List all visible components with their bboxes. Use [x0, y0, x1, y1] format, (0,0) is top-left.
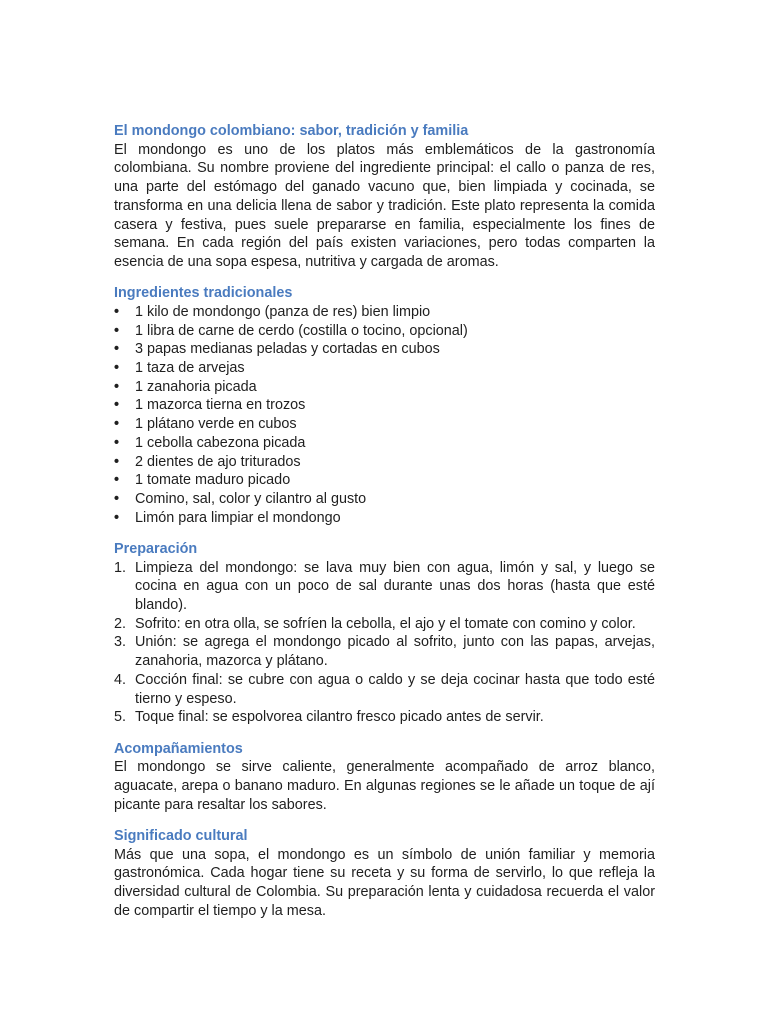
- ingredient-item: • 1 cebolla cabezona picada: [114, 434, 306, 451]
- document-page: [114, 122, 655, 921]
- bullet-icon: •: [114, 509, 120, 526]
- step-number: 3.: [114, 634, 127, 651]
- bullet-icon: •: [114, 341, 120, 358]
- bullet-icon: •: [114, 322, 120, 339]
- bullet-icon: •: [114, 378, 120, 395]
- ingredient-item: • 1 tomate maduro picado: [114, 472, 291, 489]
- ingredients-heading: Ingredientes tradicionales: [114, 285, 293, 302]
- ingredient-item: • 1 plátano verde en cubos: [114, 416, 297, 433]
- ingredient-item: • 1 libra de carne de cerdo (costilla o tocino, opcional): [114, 322, 468, 339]
- preparation-step: 2. Sofrito: en otra olla, se sofríen la cebolla, el ajo y el tomate con comino y color.: [114, 615, 636, 632]
- step-number: 4.: [114, 671, 127, 688]
- preparation-step: 4. Cocción final: se cubre con agua o caldo y se deja cocinar hasta que todo esté tierno y espeso.: [114, 671, 655, 707]
- step-number: 2.: [114, 615, 127, 632]
- preparation-step: 1. Limpieza del mondongo: se lava muy bien con agua, limón y sal, y luego se cocina en agua con un poco de sal durante unas dos horas (hasta que esté blando).: [114, 559, 655, 614]
- bullet-icon: •: [114, 303, 120, 320]
- document-title: El mondongo colombiano: sabor, tradición y familia: [114, 123, 469, 139]
- accompaniments-paragraph: El mondongo se sirve caliente, generalmente acompañado de arroz blanco, aguacate, arepa o banano maduro. En algunas regiones se le añade un toque de ají picante para resaltar los sabores.: [114, 759, 655, 813]
- preparation-step: 3. Unión: se agrega el mondongo picado al sofrito, junto con las papas, arvejas, zanahoria, mazorca y plátano.: [114, 634, 655, 670]
- accompaniments-heading: Acompañamientos: [114, 740, 243, 757]
- intro-paragraph: El mondongo es uno de los platos más emblemáticos de la gastronomía colombiana. Su nombre proviene del ingrediente principal: el callo o panza de res, una parte del estómago del ganado vacuno que, bien limpiada y cocinada, se transforma en una delicia llena de sabor y tradición. Este plato representa la comida casera y festiva, pues suele prepararse en familia, especialmente los fines de semana. En cada región del país existen variaciones, pero todas comparten la esencia de una sopa espesa, nutritiva y cargada de aromas.: [114, 141, 655, 270]
- ingredient-item: • 1 mazorca tierna en trozos: [114, 397, 306, 414]
- ingredients-list: [114, 303, 655, 527]
- ingredient-item: • Limón para limpiar el mondongo: [114, 509, 341, 526]
- preparation-heading: Preparación: [114, 540, 198, 557]
- cultural-paragraph: Más que una sopa, el mondongo es un símbolo de unión familiar y memoria gastronómica. Cada hogar tiene su receta y su forma de servirlo, lo que refleja la diversidad cultural de Colombia. Su preparación lenta y cuidadosa recuerda el valor de compartir el tiempo y la mesa.: [114, 846, 655, 919]
- ingredient-item: • Comino, sal, color y cilantro al gusto: [114, 490, 367, 507]
- preparation-step: 5. Toque final: se espolvorea cilantro fresco picado antes de servir.: [114, 709, 544, 726]
- bullet-icon: •: [114, 360, 120, 377]
- ingredient-item: • 1 taza de arvejas: [114, 360, 245, 377]
- preparation-steps: [114, 559, 655, 727]
- bullet-icon: •: [114, 453, 120, 470]
- ingredient-item: • 3 papas medianas peladas y cortadas en cubos: [114, 341, 440, 358]
- step-number: 5.: [114, 709, 127, 726]
- bullet-icon: •: [114, 434, 120, 451]
- bullet-icon: •: [114, 397, 120, 414]
- step-number: 1.: [114, 559, 127, 576]
- bullet-icon: •: [114, 472, 120, 489]
- bullet-icon: •: [114, 490, 120, 507]
- cultural-heading: Significado cultural: [114, 827, 248, 844]
- ingredient-item: • 2 dientes de ajo triturados: [114, 453, 301, 470]
- ingredient-item: • 1 kilo de mondongo (panza de res) bien limpio: [114, 303, 431, 320]
- ingredient-item: • 1 zanahoria picada: [114, 378, 257, 395]
- bullet-icon: •: [114, 416, 120, 433]
